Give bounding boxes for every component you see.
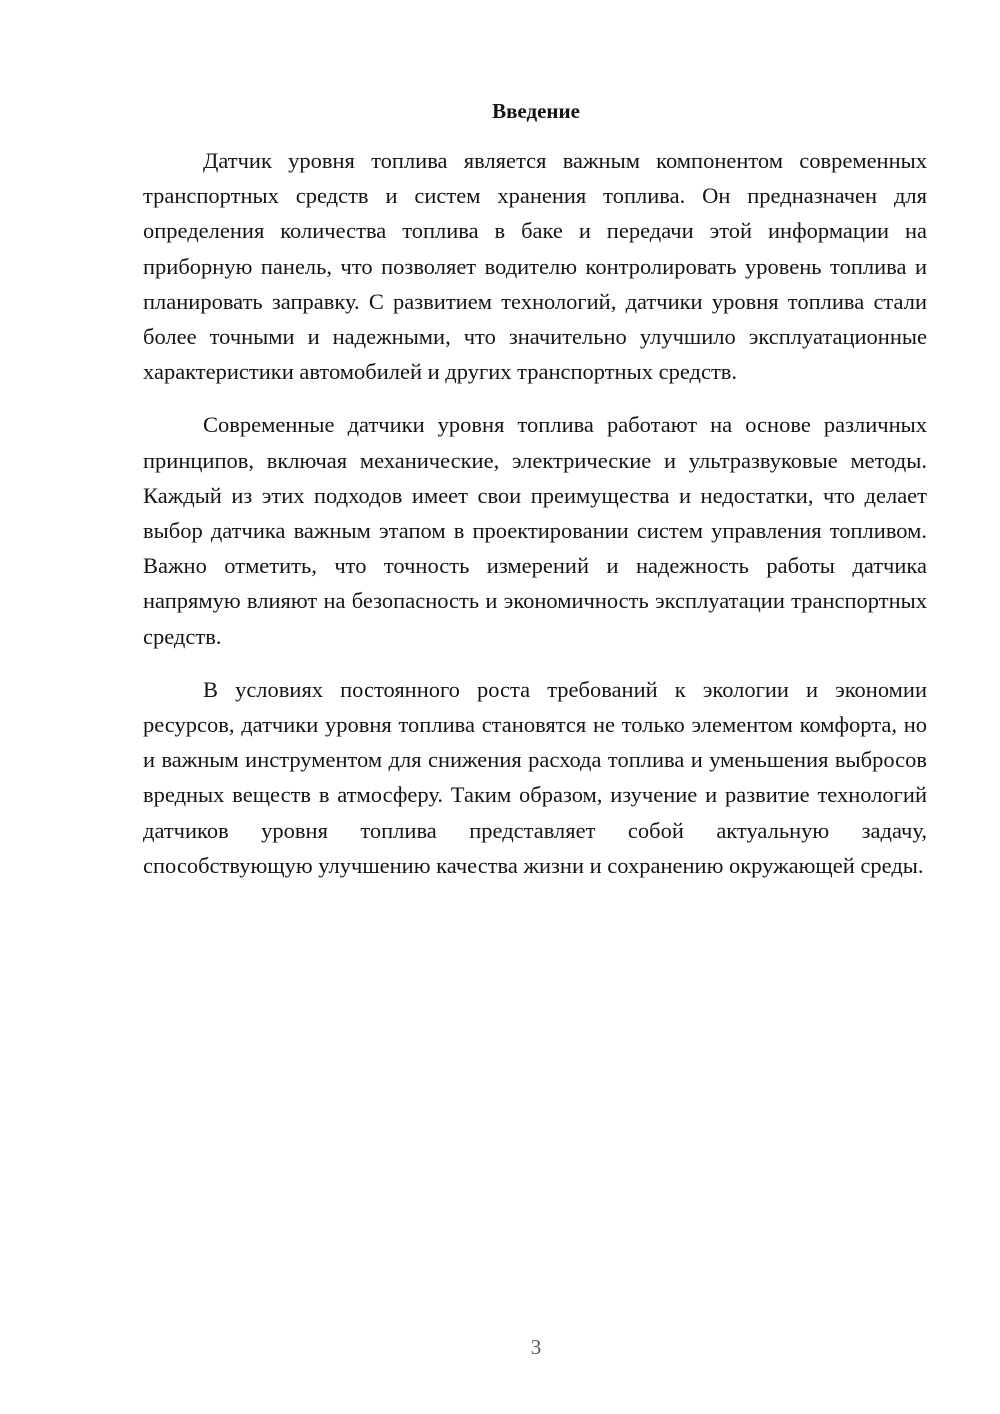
section-title: Введение <box>492 99 580 123</box>
paragraph-2: Современные датчики уровня топлива работают на основе различных принципов, включая механические, электрические и ультразвуковые методы. Каждый из этих подходов имеет свои преимущества и недостатки, что делает выбор датчика важным этапом в проектировании систем управления топливом. Важно отметить, что точность измерений и надежность работы датчика напрямую влияют на безопасность и экономичность эксплуатации транспортных средств. <box>143 412 927 649</box>
paragraph-3: В условиях постоянного роста требований к экологии и экономии ресурсов, датчики уровня топлива становятся не только элементом комфорта, но и важным инструментом для снижения расхода топлива и уменьшения выбросов вредных веществ в атмосферу. Таким образом, изучение и развитие технологий датчиков уровня топлива представляет собой актуальную задачу, способствующую улучшению качества жизни и сохранению окружающей среды. <box>143 676 927 878</box>
paragraph-1: Датчик уровня топлива является важным компонентом современных транспортных средств и систем хранения топлива. Он предназначен для определения количества топлива в баке и передачи этой информации на приборную панель, что позволяет водителю контролировать уровень топлива и планировать заправку. С развитием технологий, датчики уровня топлива стали более точными и надежными, что значительно улучшило эксплуатационные характеристики автомобилей и других транспортных средств. <box>143 148 927 385</box>
body-text <box>143 143 927 901</box>
page-number: 3 <box>530 1335 542 1359</box>
